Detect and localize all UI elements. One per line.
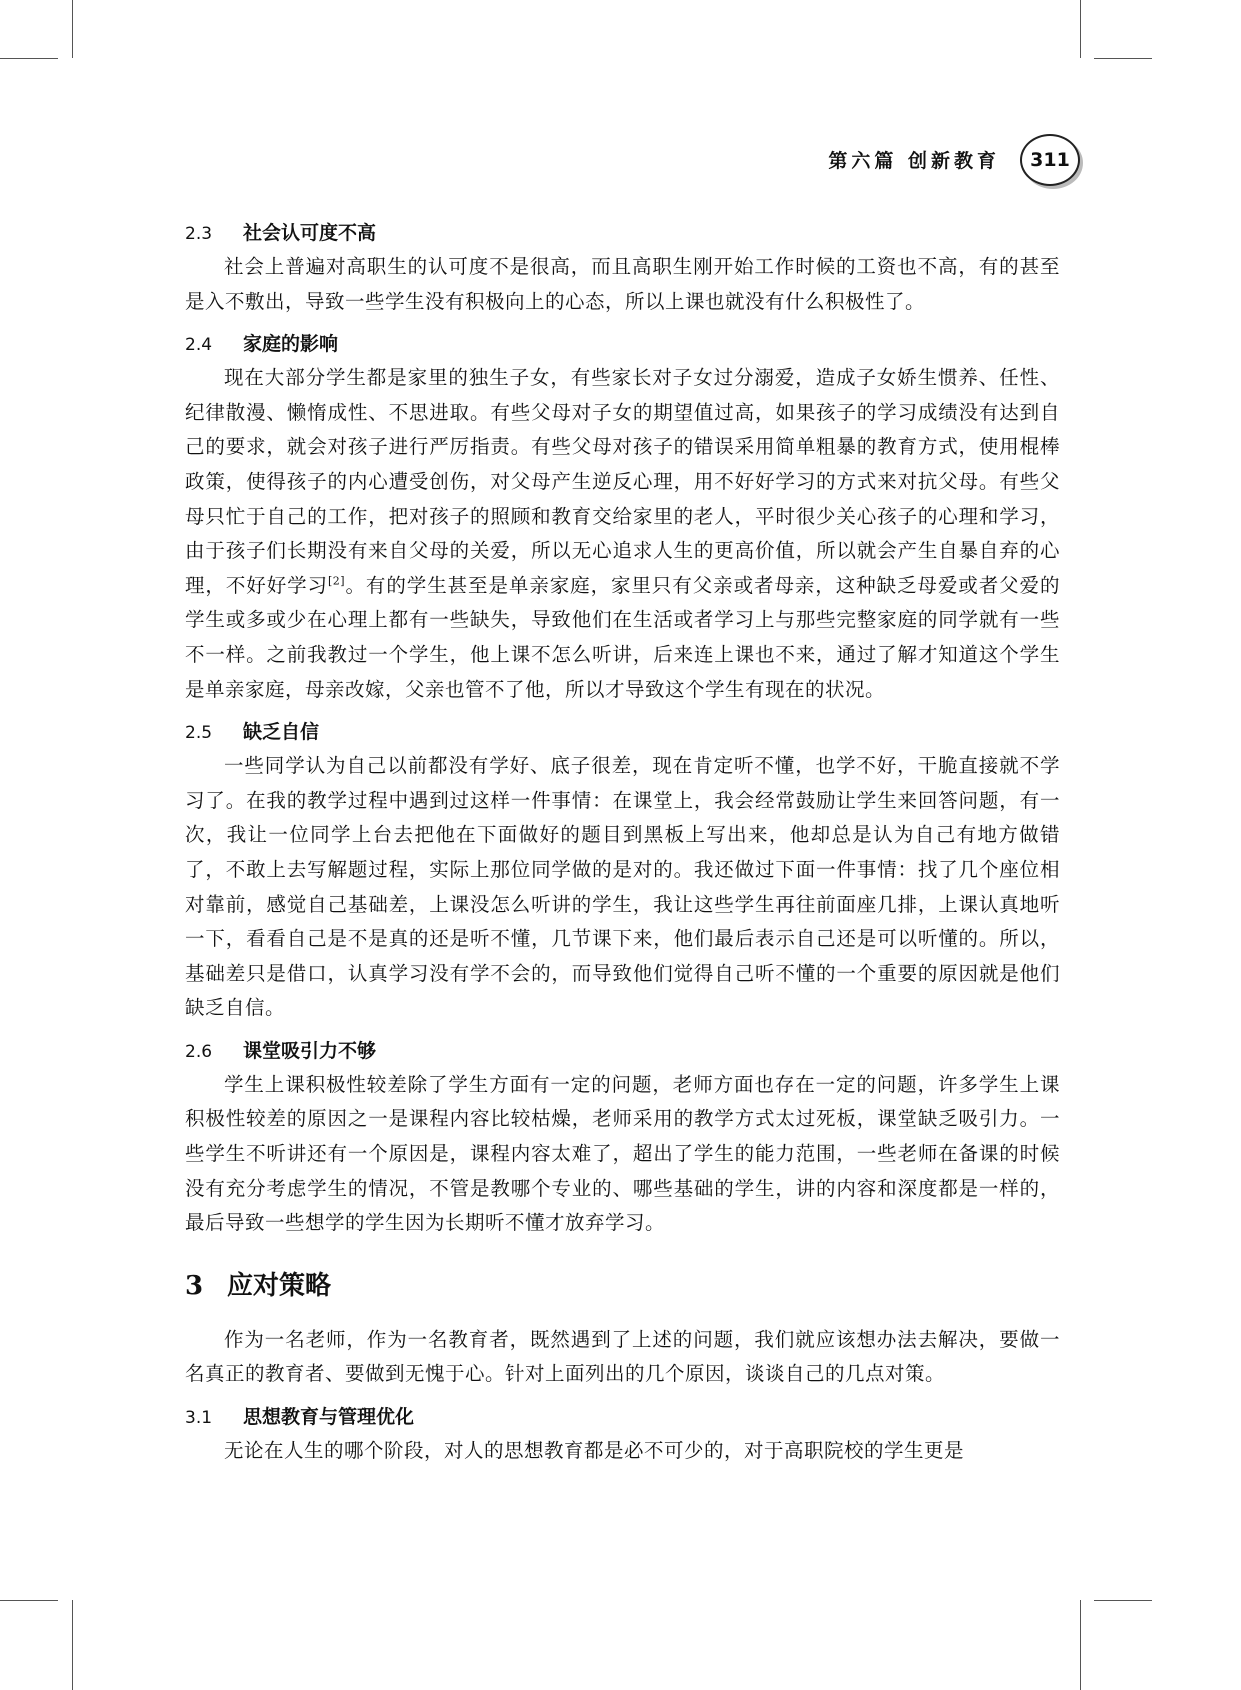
crop-mark — [72, 1600, 73, 1690]
page-number: 311 — [1020, 134, 1080, 186]
section-number: 2.5 — [185, 723, 213, 744]
paragraph: 作为一名老师，作为一名教育者，既然遇到了上述的问题，我们就应该想办法去解决，要做一名真正的教育者、要做到无愧于心。针对上面列出的几个原因，谈谈自己的几点对策。 — [185, 1327, 1060, 1386]
section-number: 2.4 — [185, 335, 213, 356]
paragraph: 无论在人生的哪个阶段，对人的思想教育都是必不可少的，对于高职院校的学生更是 — [224, 1439, 965, 1463]
section-heading — [185, 717, 1060, 747]
crop-mark — [1094, 58, 1152, 59]
section-heading — [185, 218, 1060, 248]
chapter-number: 3 — [185, 1270, 204, 1301]
crop-mark — [1094, 1600, 1152, 1601]
chapter-title: 应对策略 — [227, 1270, 332, 1301]
crop-mark — [0, 58, 58, 59]
section-title: 社会认可度不高 — [243, 222, 377, 244]
citation-mark: [2] — [327, 574, 346, 588]
crop-mark — [72, 0, 73, 58]
section-title: 缺乏自信 — [243, 721, 320, 744]
section-heading — [185, 1402, 1060, 1432]
crop-mark — [1080, 1600, 1081, 1690]
section-heading — [185, 329, 1060, 359]
section-heading — [185, 1036, 1060, 1066]
paragraph-text: 。有的学生甚至是单亲家庭，家里只有父亲或者母亲，这种缺乏母爱或者父爱的学生或多或少在心理上都有一些缺失，导致他们在生活或者学习上与那些完整家庭的同学就有一些不一样。之前我教过一个学生，他上课不怎么听讲，后来连上课也不来，通过了解才知道这个学生是单亲家庭，母亲改嫁，父亲也管不了他，所以才导致这个学生有现在的状况。 — [185, 573, 1060, 701]
section-title: 家庭的影响 — [243, 333, 339, 356]
paragraph: 学生上课积极性较差除了学生方面有一定的问题，老师方面也存在一定的问题，许多学生上课积极性较差的原因之一是课程内容比较枯燥，老师采用的教学方式太过死板，课堂缺乏吸引力。一些学生不听讲还有一个原因是，课程内容太难了，超出了学生的能力范围，一些老师在备课的时候没有充分考虑学生的情况，不管是教哪个专业的、哪些基础的学生，讲的内容和深度都是一样的，最后导致一些想学的学生因为长期听不懂才放弃学习。 — [185, 1072, 1060, 1235]
paragraph-text: 现在大部分学生都是家里的独生子女，有些家长对子女过分溺爱，造成子女娇生惯养、任性、纪律散漫、懒惰成性、不思进取。有些父母对子女的期望值过高，如果孩子的学习成绩没有达到自己的要求，就会对孩子进行严厉指责。有些父母对孩子的错误采用简单粗暴的教育方式，使用棍棒政策，使得孩子的内心遭受创伤，对父母产生逆反心理，用不好好学习的方式来对抗父母。有些父母只忙于自己的工作，把对孩子的照顾和教育交给家里的老人，平时很少关心孩子的心理和学习，由于孩子们长期没有来自父母的关爱，所以无心追求人生的更高价值，所以就会产生自暴自弃的心理，不好好学习 — [185, 366, 1060, 597]
section-title: 课堂吸引力不够 — [243, 1039, 377, 1062]
page-body — [185, 218, 1060, 1479]
section-number: 2.3 — [185, 224, 213, 244]
crop-mark — [0, 1600, 58, 1601]
paragraph — [185, 361, 1060, 707]
section-title: 思想教育与管理优化 — [243, 1406, 415, 1429]
section-number: 2.6 — [185, 1041, 213, 1062]
chapter-heading — [185, 1263, 1060, 1309]
page-header — [0, 136, 1080, 186]
crop-mark — [1080, 0, 1081, 58]
paragraph: 社会上普遍对高职生的认可度不是很高，而且高职生刚开始工作时候的工资也不高，有的甚至是入不敷出，导致一些学生没有积极向上的心态，所以上课也就没有什么积极性了。 — [185, 255, 1060, 313]
running-title: 第六篇 创新教育 — [828, 150, 1000, 172]
paragraph: 一些同学认为自己以前都没有学好、底子很差，现在肯定听不懂，也学不好，干脆直接就不学习了。在我的教学过程中遇到过这样一件事情：在课堂上，我会经常鼓励让学生来回答问题，有一次，我让一位同学上台去把他在下面做好的题目到黑板上写出来，他却总是认为自己有地方做错了，不敢上去写解题过程，实际上那位同学做的是对的。我还做过下面一件事情：找了几个座位相对靠前，感觉自己基础差，上课没怎么听讲的学生，我让这些学生再往前面座几排，上课认真地听一下，看看自己是不是真的还是听不懂，几节课下来，他们最后表示自己还是可以听懂的。所以，基础差只是借口，认真学习没有学不会的，而导致他们觉得自己听不懂的一个重要的原因就是他们缺乏自信。 — [185, 754, 1060, 1020]
section-number: 3.1 — [185, 1408, 213, 1429]
